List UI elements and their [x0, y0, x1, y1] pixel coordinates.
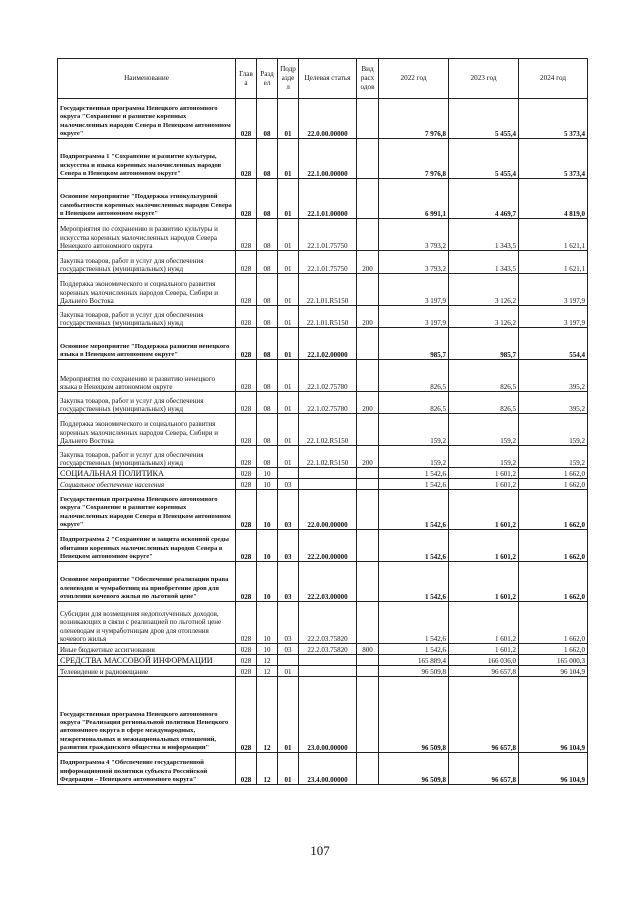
- row-name: Государственная программа Ненецкого автономного округа "Сохранение и развитие коренных малочисленных народов Севера в Ненецком автономном округе": [58, 99, 236, 139]
- row-glava: 028: [236, 306, 257, 328]
- row-value-2024: 1 621,1: [519, 251, 588, 274]
- row-glava: 028: [236, 644, 257, 655]
- row-glava: 028: [236, 179, 257, 219]
- row-value-2024: 96 104,9: [519, 666, 588, 677]
- row-glava: 028: [236, 562, 257, 602]
- row-name: Закупка товаров, работ и услуг для обеспечения государственных (муниципальных) нужд: [58, 446, 236, 468]
- page-number: 107: [310, 843, 330, 858]
- row-razdel: 08: [257, 360, 278, 392]
- table-row: [58, 479, 588, 490]
- row-razdel: 10: [257, 468, 278, 479]
- row-name: Закупка товаров, работ и услуг для обеспечения государственных (муниципальных) нужд: [58, 306, 236, 328]
- table-row: [58, 360, 588, 392]
- row-name: Основное мероприятие "Поддержка этнокультурной самобытности коренных малочисленных народов Севера в Ненецком автономном округе": [58, 179, 236, 219]
- row-value-2023: 1 343,5: [449, 219, 519, 251]
- row-razdel: 08: [257, 392, 278, 414]
- row-value-2022: 159,2: [379, 446, 449, 468]
- table-row: [58, 468, 588, 479]
- row-statya: 23.4.00.00000: [299, 753, 357, 785]
- row-glava: 028: [236, 139, 257, 179]
- row-statya: 22.1.02.75780: [299, 392, 357, 414]
- row-statya: 22.1.01.75750: [299, 251, 357, 274]
- row-statya: 23.0.00.00000: [299, 677, 357, 753]
- row-name: Мероприятия по сохранению и развитию культуры и искусства коренных малочисленных народов Севера Ненецкого автономного округа: [58, 219, 236, 251]
- row-vid: 800: [357, 644, 379, 655]
- row-value-2024: 3 197,9: [519, 306, 588, 328]
- row-value-2023: 1 343,5: [449, 251, 519, 274]
- row-vid: [357, 677, 379, 753]
- header-vid: Вид расх одов: [357, 59, 379, 99]
- row-value-2023: 96 657,8: [449, 666, 519, 677]
- row-value-2023: 1 601,2: [449, 530, 519, 562]
- table-row: [58, 99, 588, 139]
- row-statya: 22.1.02.75780: [299, 360, 357, 392]
- table-row: [58, 274, 588, 306]
- row-razdel: 10: [257, 490, 278, 530]
- row-value-2023: 1 601,2: [449, 479, 519, 490]
- row-value-2024: 1 662,0: [519, 530, 588, 562]
- row-vid: 200: [357, 446, 379, 468]
- row-razdel: 10: [257, 479, 278, 490]
- row-vid: [357, 602, 379, 644]
- row-podrazdel: 01: [278, 392, 299, 414]
- row-value-2023: 1 601,2: [449, 562, 519, 602]
- row-name: Основное мероприятие "Обеспечение реализации права оленеводов и чумработниц на приобретение дров для отопления кочевого жилья по льготной цене": [58, 562, 236, 602]
- row-value-2023: 826,5: [449, 392, 519, 414]
- row-name: Государственная программа Ненецкого автономного округа "Сохранение и развитие коренных малочисленных народов Севера в Ненецком автономном округе": [58, 490, 236, 530]
- table-row: [58, 446, 588, 468]
- row-vid: 200: [357, 251, 379, 274]
- row-value-2024: 96 104,9: [519, 677, 588, 753]
- row-value-2024: 159,2: [519, 414, 588, 446]
- row-statya: [299, 655, 357, 666]
- row-razdel: 08: [257, 274, 278, 306]
- table-row: [58, 490, 588, 530]
- row-vid: 200: [357, 392, 379, 414]
- row-value-2022: 7 976,8: [379, 139, 449, 179]
- row-razdel: 08: [257, 328, 278, 360]
- row-value-2024: 1 662,0: [519, 490, 588, 530]
- row-statya: 22.2.03.75820: [299, 602, 357, 644]
- table-row: [58, 562, 588, 602]
- table-row: [58, 414, 588, 446]
- row-glava: 028: [236, 274, 257, 306]
- row-value-2024: 1 662,0: [519, 479, 588, 490]
- row-podrazdel: 03: [278, 490, 299, 530]
- row-vid: [357, 219, 379, 251]
- row-value-2024: 395,2: [519, 392, 588, 414]
- row-podrazdel: 01: [278, 219, 299, 251]
- row-razdel: 08: [257, 306, 278, 328]
- row-value-2022: 1 542,6: [379, 602, 449, 644]
- row-name: Основное мероприятие "Поддержка развития ненецкого языка в Ненецком автономном округе": [58, 328, 236, 360]
- row-name: Подпрограмма 2 "Сохранение и защита исконной среды обитания коренных малочисленных народов Севера в Ненецком автономном округе": [58, 530, 236, 562]
- table-row: [58, 677, 588, 753]
- row-razdel: 08: [257, 219, 278, 251]
- row-statya: 22.2.03.00000: [299, 562, 357, 602]
- row-glava: 028: [236, 219, 257, 251]
- row-razdel: 08: [257, 414, 278, 446]
- row-value-2022: 3 793,2: [379, 219, 449, 251]
- header-2023: 2023 год: [449, 59, 519, 99]
- row-value-2022: 165 889,4: [379, 655, 449, 666]
- row-value-2024: 4 819,0: [519, 179, 588, 219]
- row-statya: 22.1.02.00000: [299, 328, 357, 360]
- row-podrazdel: 01: [278, 360, 299, 392]
- row-name: Закупка товаров, работ и услуг для обеспечения государственных (муниципальных) нужд: [58, 251, 236, 274]
- row-value-2024: 159,2: [519, 446, 588, 468]
- row-razdel: 12: [257, 677, 278, 753]
- table-row: [58, 392, 588, 414]
- row-razdel: 12: [257, 655, 278, 666]
- row-value-2022: 3 793,2: [379, 251, 449, 274]
- table-row: [58, 251, 588, 274]
- row-value-2024: 554,4: [519, 328, 588, 360]
- row-podrazdel: 01: [278, 677, 299, 753]
- row-statya: 22.0.00.00000: [299, 490, 357, 530]
- row-vid: [357, 328, 379, 360]
- row-podrazdel: [278, 655, 299, 666]
- table-row: [58, 602, 588, 644]
- row-glava: 028: [236, 602, 257, 644]
- row-podrazdel: 03: [278, 602, 299, 644]
- table-row: [58, 644, 588, 655]
- row-value-2023: 826,5: [449, 360, 519, 392]
- row-podrazdel: 03: [278, 562, 299, 602]
- row-statya: 22.1.01.00000: [299, 179, 357, 219]
- row-name: Закупка товаров, работ и услуг для обеспечения государственных (муниципальных) нужд: [58, 392, 236, 414]
- row-razdel: 08: [257, 251, 278, 274]
- row-glava: 028: [236, 677, 257, 753]
- row-value-2022: 1 542,6: [379, 644, 449, 655]
- row-value-2023: 5 455,4: [449, 139, 519, 179]
- row-value-2023: 3 126,2: [449, 306, 519, 328]
- row-statya: [299, 666, 357, 677]
- row-value-2022: 1 542,6: [379, 468, 449, 479]
- row-razdel: 10: [257, 644, 278, 655]
- row-value-2023: 96 657,8: [449, 677, 519, 753]
- row-glava: 028: [236, 468, 257, 479]
- row-razdel: 12: [257, 753, 278, 785]
- row-podrazdel: 03: [278, 530, 299, 562]
- row-value-2023: 985,7: [449, 328, 519, 360]
- row-statya: 22.1.02.R5150: [299, 446, 357, 468]
- row-value-2024: 1 662,0: [519, 602, 588, 644]
- row-vid: [357, 479, 379, 490]
- table-header-row: [58, 59, 588, 99]
- row-vid: 200: [357, 306, 379, 328]
- row-razdel: 10: [257, 562, 278, 602]
- row-value-2022: 1 542,6: [379, 490, 449, 530]
- table-row: [58, 219, 588, 251]
- row-podrazdel: 01: [278, 139, 299, 179]
- row-name: Подпрограмма 1 "Сохранение и развитие культуры, искусства и языка коренных малочисленных народов Севера в Ненецком автономном округе": [58, 139, 236, 179]
- row-glava: 028: [236, 251, 257, 274]
- table-row: [58, 753, 588, 785]
- row-value-2022: 3 197,9: [379, 306, 449, 328]
- budget-table: [57, 58, 588, 785]
- row-podrazdel: 01: [278, 251, 299, 274]
- row-razdel: 08: [257, 139, 278, 179]
- row-statya: 22.0.00.00000: [299, 99, 357, 139]
- header-statya: Целевая статья: [299, 59, 357, 99]
- row-vid: [357, 274, 379, 306]
- row-value-2022: 3 197,9: [379, 274, 449, 306]
- row-vid: [357, 139, 379, 179]
- row-vid: [357, 562, 379, 602]
- row-vid: [357, 179, 379, 219]
- header-glava: Глав а: [236, 59, 257, 99]
- row-name: СРЕДСТВА МАССОВОЙ ИНФОРМАЦИИ: [58, 655, 236, 666]
- header-podrazdel: Подр азде л: [278, 59, 299, 99]
- row-vid: [357, 414, 379, 446]
- row-value-2023: 96 657,8: [449, 753, 519, 785]
- row-glava: 028: [236, 360, 257, 392]
- row-statya: 22.2.03.75820: [299, 644, 357, 655]
- table-row: [58, 530, 588, 562]
- row-value-2022: 7 976,8: [379, 99, 449, 139]
- table-row: [58, 655, 588, 666]
- row-value-2022: 1 542,6: [379, 562, 449, 602]
- row-value-2023: 3 126,2: [449, 274, 519, 306]
- row-value-2022: 1 542,6: [379, 479, 449, 490]
- table-row: [58, 139, 588, 179]
- row-name: Телевидение и радиовещание: [58, 666, 236, 677]
- row-podrazdel: 01: [278, 99, 299, 139]
- row-razdel: 08: [257, 179, 278, 219]
- row-name: Подпрограмма 4 "Обеспечение государственной информационной политики субъекта Российской Федерации – Ненецкого автономного округа": [58, 753, 236, 785]
- row-value-2023: 166 036,0: [449, 655, 519, 666]
- row-value-2023: 159,2: [449, 414, 519, 446]
- row-value-2023: 1 601,2: [449, 644, 519, 655]
- row-vid: [357, 753, 379, 785]
- row-value-2023: 4 469,7: [449, 179, 519, 219]
- row-statya: 22.2.00.00000: [299, 530, 357, 562]
- row-value-2024: 165 000,3: [519, 655, 588, 666]
- row-value-2022: 96 509,8: [379, 666, 449, 677]
- table-row: [58, 179, 588, 219]
- row-razdel: 08: [257, 99, 278, 139]
- row-name: СОЦИАЛЬНАЯ ПОЛИТИКА: [58, 468, 236, 479]
- row-podrazdel: [278, 468, 299, 479]
- row-value-2024: 1 662,0: [519, 468, 588, 479]
- row-value-2022: 826,5: [379, 392, 449, 414]
- row-razdel: 10: [257, 530, 278, 562]
- row-name: Субсидии для возмещения недополученных доходов, возникающих в связи с реализацией по льготной цене оленеводам и чумработницам дров для отопления кочевого жилья: [58, 602, 236, 644]
- row-value-2022: 96 509,8: [379, 677, 449, 753]
- row-glava: 028: [236, 392, 257, 414]
- table-body: [58, 99, 588, 785]
- row-vid: [357, 666, 379, 677]
- row-value-2023: 5 455,4: [449, 99, 519, 139]
- row-value-2022: 6 991,1: [379, 179, 449, 219]
- header-razdel: Разд ел: [257, 59, 278, 99]
- row-vid: [357, 99, 379, 139]
- table-row: [58, 306, 588, 328]
- row-glava: 028: [236, 328, 257, 360]
- row-value-2022: 826,5: [379, 360, 449, 392]
- row-value-2022: 1 542,6: [379, 530, 449, 562]
- row-name: Поддержка экономического и социального развития коренных малочисленных народов Севера, Сибири и Дальнего Востока: [58, 274, 236, 306]
- row-glava: 028: [236, 490, 257, 530]
- row-podrazdel: 01: [278, 753, 299, 785]
- row-vid: [357, 360, 379, 392]
- row-value-2023: 159,2: [449, 446, 519, 468]
- row-value-2022: 96 509,8: [379, 753, 449, 785]
- row-podrazdel: 01: [278, 446, 299, 468]
- row-value-2023: 1 601,2: [449, 602, 519, 644]
- row-value-2023: 1 601,2: [449, 468, 519, 479]
- row-glava: 028: [236, 666, 257, 677]
- row-value-2024: 5 373,4: [519, 99, 588, 139]
- header-2024: 2024 год: [519, 59, 588, 99]
- row-statya: 22.1.02.R5150: [299, 414, 357, 446]
- row-name: Государственная программа Ненецкого автономного округа "Реализация региональной политики Ненецкого автономного округа в сфере международных, межрегиональных и межнациональных отношений, развития гражданского общества и информации": [58, 677, 236, 753]
- row-razdel: 08: [257, 446, 278, 468]
- row-glava: 028: [236, 99, 257, 139]
- row-podrazdel: 01: [278, 306, 299, 328]
- row-podrazdel: 03: [278, 644, 299, 655]
- row-glava: 028: [236, 655, 257, 666]
- row-statya: 22.1.01.R5150: [299, 306, 357, 328]
- row-statya: 22.1.01.75750: [299, 219, 357, 251]
- row-glava: 028: [236, 446, 257, 468]
- row-vid: [357, 468, 379, 479]
- row-statya: [299, 479, 357, 490]
- row-podrazdel: 03: [278, 479, 299, 490]
- row-value-2024: 1 621,1: [519, 219, 588, 251]
- table-row: [58, 666, 588, 677]
- header-name: Наименование: [58, 59, 236, 99]
- row-value-2024: 1 662,0: [519, 644, 588, 655]
- row-razdel: 12: [257, 666, 278, 677]
- row-name: Социальное обеспечение населения: [58, 479, 236, 490]
- row-value-2024: 96 104,9: [519, 753, 588, 785]
- row-value-2023: 1 601,2: [449, 490, 519, 530]
- table-row: [58, 328, 588, 360]
- row-vid: [357, 530, 379, 562]
- row-statya: 22.1.00.00000: [299, 139, 357, 179]
- row-value-2024: 5 373,4: [519, 139, 588, 179]
- row-vid: [357, 490, 379, 530]
- row-value-2022: 985,7: [379, 328, 449, 360]
- row-glava: 028: [236, 479, 257, 490]
- row-podrazdel: 01: [278, 666, 299, 677]
- row-podrazdel: 01: [278, 274, 299, 306]
- row-value-2024: 3 197,9: [519, 274, 588, 306]
- row-razdel: 10: [257, 602, 278, 644]
- row-glava: 028: [236, 753, 257, 785]
- row-glava: 028: [236, 530, 257, 562]
- row-podrazdel: 01: [278, 328, 299, 360]
- row-value-2022: 159,2: [379, 414, 449, 446]
- row-name: Мероприятия по сохранению и развитию ненецкого языка в Ненецком автономном округе: [58, 360, 236, 392]
- row-statya: 22.1.01.R5150: [299, 274, 357, 306]
- row-glava: 028: [236, 414, 257, 446]
- row-name: Иные бюджетные ассигнования: [58, 644, 236, 655]
- row-podrazdel: 01: [278, 179, 299, 219]
- row-vid: [357, 655, 379, 666]
- row-podrazdel: 01: [278, 414, 299, 446]
- header-2022: 2022 год: [379, 59, 449, 99]
- row-value-2024: 395,2: [519, 360, 588, 392]
- row-statya: [299, 468, 357, 479]
- row-name: Поддержка экономического и социального развития коренных малочисленных народов Севера, Сибири и Дальнего Востока: [58, 414, 236, 446]
- row-value-2024: 1 662,0: [519, 562, 588, 602]
